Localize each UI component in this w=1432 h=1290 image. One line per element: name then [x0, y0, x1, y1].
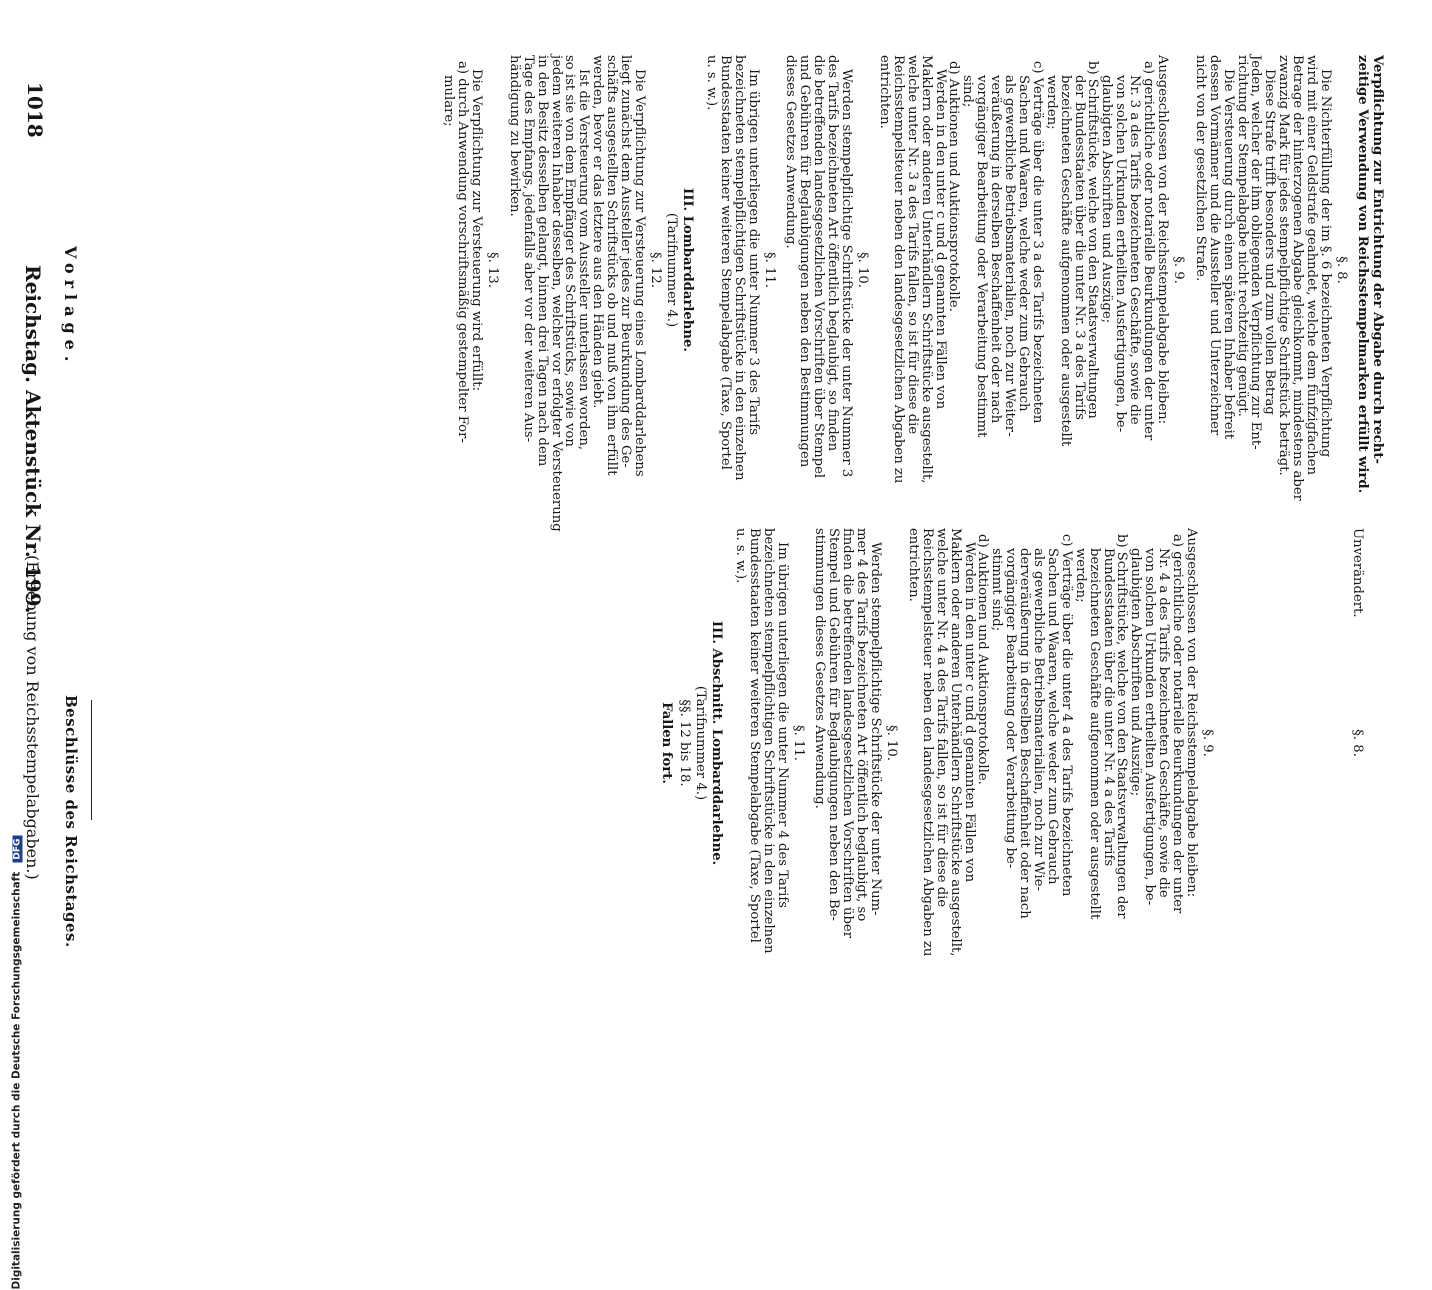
section-9-item-line: als gewerbliche Betriebsmaterialien, noch zur Weiter-: [1002, 75, 1018, 437]
section-8-line: Die Versteuerung durch einen späteren Inhaber befreit: [1220, 69, 1236, 440]
page-title: Reichstag. Aktenstück Nr. 199.: [21, 265, 45, 614]
right-section-9-item-line: a) gerichtliche oder notarielle Beurkundungen der unter: [1170, 534, 1186, 914]
section-11-title: §. 11.: [761, 252, 777, 288]
section-9-title: §. 9.: [1171, 256, 1186, 284]
section-13-line: Die Verpflichtung zur Versteuerung wird erfüllt:: [469, 69, 484, 392]
section-10-line: dieses Gesetzes Anwendung.: [783, 55, 799, 249]
right-section-9-item-line: glaubigten Abschriften und Auszüge;: [1128, 548, 1144, 797]
section-12-line: händigung zu bewirken.: [506, 55, 522, 217]
section-13-line: mulare;: [441, 75, 457, 127]
right-section-9-item-line: Nr. 4 a des Tarifs bezeichneten Geschäfte, sowie die: [1156, 548, 1172, 898]
section-11-line: Im übrigen unterliegen die unter Nummer 3 des Tarifs: [745, 69, 761, 436]
page-title-suffix: (Erhebung von Reichsstempelabgaben.): [23, 555, 42, 880]
section-9-item-line: bezeichneten Geschäfte aufgenommen oder ausgestellt: [1057, 75, 1073, 447]
right-section-9-item-line: derveräußerung in derselben Beschaffenheit oder nach: [1017, 548, 1033, 919]
right-section-11-line: Im übrigen unterliegen die unter Nummer 4 des Tarifs: [774, 542, 790, 909]
right-section-11-title: §. 11.: [790, 725, 806, 761]
section-11-line: u. s. w.).: [703, 55, 719, 111]
right-section-10-title: §. 10.: [884, 725, 900, 761]
section-9-item-line: sind;: [960, 75, 976, 108]
right-section-10-line: Stempel und Gebühren für Beglaubigungen neben den Be-: [826, 528, 842, 921]
section-8-line: dessen Vormänner und die Aussteller und Unterzeichner: [1206, 55, 1222, 436]
section-13-title: §. 13.: [485, 252, 500, 288]
right-section-9-item-line: Sachen und Waaren, welche weder zum Gebrauch: [1045, 548, 1060, 885]
section-12-line: in den Besitz desselben gelangt, binnen drei Tagen nach dem: [534, 55, 550, 467]
section-8-line: Betrage der hinterzogenen Abgabe gleichkommt, mindestens aber: [1290, 55, 1306, 501]
right-section-10-line: Werden stempelpflichtige Schriftstücke der unter Num-: [868, 542, 884, 916]
right-section-10-line: stimmungen dieses Gesetzes Anwendung.: [812, 528, 828, 809]
section-10-line: Werden stempelpflichtige Schriftstücke der unter Nummer 3: [839, 69, 855, 478]
right-section-9-item-line: Bundesstaaten über die unter Nr. 4 a des Tarifs: [1100, 548, 1116, 867]
right-section-10-line: finden die betreffenden landesgesetzlichen Vorschriften über: [840, 528, 856, 939]
section-12-line: werden, bevor er das letztere aus den Händen giebt.: [590, 55, 606, 409]
right-section-9-tail-line: welche unter Nr. 4 a des Tarifs fallen, so ist für diese die: [933, 528, 949, 908]
part-3-subtitle: (Tarifnummer 4.): [664, 212, 679, 328]
sections-12-18-title: §§. 12 bis 18.: [677, 699, 692, 787]
section-9-item-line: der Bundesstaaten über die unter Nr. 3 a des Tarifs: [1071, 75, 1087, 420]
right-section-11-line: u. s. w.).: [732, 528, 748, 584]
footer-text: Digitalisierung gefördert durch die Deutsche Forschungsgemeinschaft: [10, 871, 23, 1290]
right-part-3-title: III. Abschnitt. Lombarddarlehne.: [709, 620, 724, 866]
right-section-9-tail-line: Werden in den unter c und d genannten Fällen von: [961, 542, 977, 883]
section-9-item-line: werden;: [1043, 75, 1059, 130]
section-9-intro: Ausgeschlossen von der Reichsstempelabgabe bleiben:: [1155, 55, 1170, 425]
section-9-tail-line: Maklern oder anderen Unterhändlern Schriftstücke ausgestellt,: [918, 55, 934, 484]
section-8-title: §. 8.: [1334, 256, 1349, 284]
section-9-tail-line: Werden in den unter c und d genannten Fällen von: [932, 69, 948, 410]
section-8-line: Diese Strafe trifft besonders und zum vollen Betrag: [1262, 69, 1278, 415]
section-9-item-line: Sachen und Waaren, welche weder zum Gebrauch: [1016, 75, 1031, 412]
section-9-tail-line: entrichten.: [877, 55, 892, 129]
right-section-9-item-line: c) Verträge über die unter 4 a des Tarifs bezeichneten: [1058, 534, 1074, 897]
left-column-title: Vorlage.: [61, 246, 80, 368]
right-section-9-intro: Ausgeschlossen von der Reichsstempelabgabe bleiben:: [1184, 528, 1199, 898]
section-9-item-line: vorgängiger Bearbeitung oder Verarbeitung bestimmt: [974, 75, 990, 438]
section-12-line: Tage des Empfangs, jedenfalls aber vor der weiteren Aus-: [520, 55, 536, 443]
footer-strip: [5, 310, 24, 1290]
right-section-9-title: §. 9.: [1200, 729, 1215, 757]
right-section-11-line: Bundesstaaten keiner weiteren Stempelabgabe (Taxe, Sportel: [746, 528, 762, 943]
section-10-line: des Tarifs bezeichneten Art öffentlich beglaubigt, so finden: [825, 55, 841, 452]
right-section-11-line: bezeichneten stempelpflichtigen Schriftstücke in den einzelnen: [760, 528, 776, 954]
section-12-line: Die Verpflichtung zur Versteuerung eines Lombarddarlehens: [632, 69, 647, 477]
section-9-item-line: veräußerung in derselben Beschaffenheit oder nach: [988, 75, 1004, 424]
section-12-title: §. 12.: [648, 252, 663, 288]
section-8-line: Die Nichterfüllung der im §. 6 bezeichneten Verpflichtung: [1318, 69, 1333, 458]
footer-badge: DFG: [13, 836, 23, 863]
section-12-line: Ist die Versteuerung vom Aussteller unterlassen worden,: [576, 69, 592, 451]
section-9-tail-line: welche unter Nr. 3 a des Tarifs fallen, so ist für diese die: [904, 55, 920, 435]
part-3-title: III. Lombarddarlehne.: [680, 188, 695, 352]
right-section-9-item-line: d) Auktionen und Auktionsprotokolle.: [975, 534, 991, 785]
section-9-item-line: b) Schriftstücke, welche von den Staatsverwaltungen: [1085, 61, 1101, 419]
section-8-line: Jeden, welcher der ihm obliegenden Verpflichtung zur Ent-: [1248, 55, 1264, 450]
section-8-line: zwanzig Mark für jedes stempelpflichtige Schriftstück beträgt.: [1276, 55, 1292, 476]
section-8-line: richtung der Stempelabgabe nicht rechtzeitig genügt.: [1234, 55, 1250, 417]
section-8-line: nicht von der gesetzlichen Strafe.: [1192, 55, 1208, 282]
section-8-unchanged-label: Unverändert.: [1350, 528, 1365, 618]
section-9-item-line: von solchen Urkunden ertheilten Ausfertigungen, be-: [1113, 75, 1129, 433]
section-10-title: §. 10.: [855, 252, 871, 288]
section-11-line: bezeichneten stempelpflichtigen Schriftstücke in den einzelnen: [731, 55, 747, 481]
section-11-line: Bundesstaaten keiner weiteren Stempelabgabe (Taxe, Sportel: [717, 55, 733, 470]
right-section-9-item-line: von solchen Urkunden ertheilten Ausfertigungen, be-: [1142, 548, 1158, 906]
right-title-rule: [91, 700, 92, 820]
section-9-item-line: a) gerichtliche oder notarielle Beurkundungen der unter: [1141, 61, 1157, 441]
page-number: 1018: [23, 82, 47, 138]
section-12-line: liegt zunächst dem Aussteller jedes zur Beurkundung des Ge-: [618, 55, 634, 468]
right-section-9-item-line: als gewerbliche Betriebsmaterialien, noch zur Wie-: [1031, 548, 1047, 891]
right-section-9-tail-line: Reichsstempelsteuer neben den landesgesetzlichen Abgaben zu: [919, 528, 935, 957]
right-section-9-item-line: werden;: [1072, 548, 1088, 603]
section-9-item-line: d) Auktionen und Auktionsprotokolle.: [946, 61, 962, 312]
right-part-3-subtitle: (Tarifnummer 4.): [693, 685, 708, 801]
section-9-item-line: c) Verträge über die unter 3 a des Tarifs bezeichneten: [1029, 61, 1045, 424]
section-13-line: a) durch Anwendung vorschriftsmäßig gestempelter For-: [455, 61, 471, 443]
section-12-line: schäfts ausgestellten Schriftstücks ob und muß von ihm erfüllt: [604, 55, 620, 476]
right-section-9-item-line: b) Schriftstücke, welche von den Staatsverwaltungen der: [1114, 534, 1130, 919]
right-section-9-item-line: vorgängiger Bearbeitung oder Verarbeitung be-: [1003, 548, 1019, 869]
section-8-line: wird mit einer Geldstrafe geahndet, welche dem fünfzigfachen: [1304, 55, 1320, 476]
section-10-line: und Gebühren für Beglaubigungen neben den Bestimmungen: [797, 55, 813, 468]
section-12-line: jedem weiteren Inhaber desselben, welcher vor erfolgter Versteuerung: [548, 55, 564, 532]
section-9-item-line: Nr. 3 a des Tarifs bezeichneten Geschäfte, sowie die: [1127, 75, 1143, 425]
right-section-9-tail-line: entrichten.: [906, 528, 921, 602]
right-section-10-line: mer 4 des Tarifs bezeichneten Art öffentlich beglaubigt, so: [854, 528, 870, 922]
section-12-line: so ist sie von dem Empfänger des Schriftstücks, sowie von: [562, 55, 578, 447]
right-column-title: Beschlüsse des Reichstages.: [62, 695, 80, 948]
right-section-8-title: §. 8.: [1350, 729, 1365, 757]
left-heading-line: zeitige Verwendung von Reichsstempelmarken erfüllt wird.: [1355, 55, 1370, 494]
right-section-9-tail-line: Maklern oder anderen Unterhändlern Schriftstücke ausgestellt,: [947, 528, 963, 957]
section-10-line: die betreffenden landesgesetzlichen Vorschriften über Stempel: [811, 55, 827, 479]
section-9-tail-line: Reichsstempelsteuer neben den landesgesetzlichen Abgaben zu: [890, 55, 906, 484]
right-section-9-item-line: stimmt sind;: [989, 548, 1005, 632]
sections-12-18-removed-label: Fallen fort.: [659, 702, 674, 784]
right-section-9-item-line: bezeichneten Geschäfte aufgenommen oder ausgestellt: [1086, 548, 1102, 920]
section-9-item-line: glaubigten Abschriften und Auszüge;: [1099, 75, 1115, 324]
left-heading-line: Verpflichtung zur Entrichtung der Abgabe durch recht-: [1370, 55, 1385, 464]
